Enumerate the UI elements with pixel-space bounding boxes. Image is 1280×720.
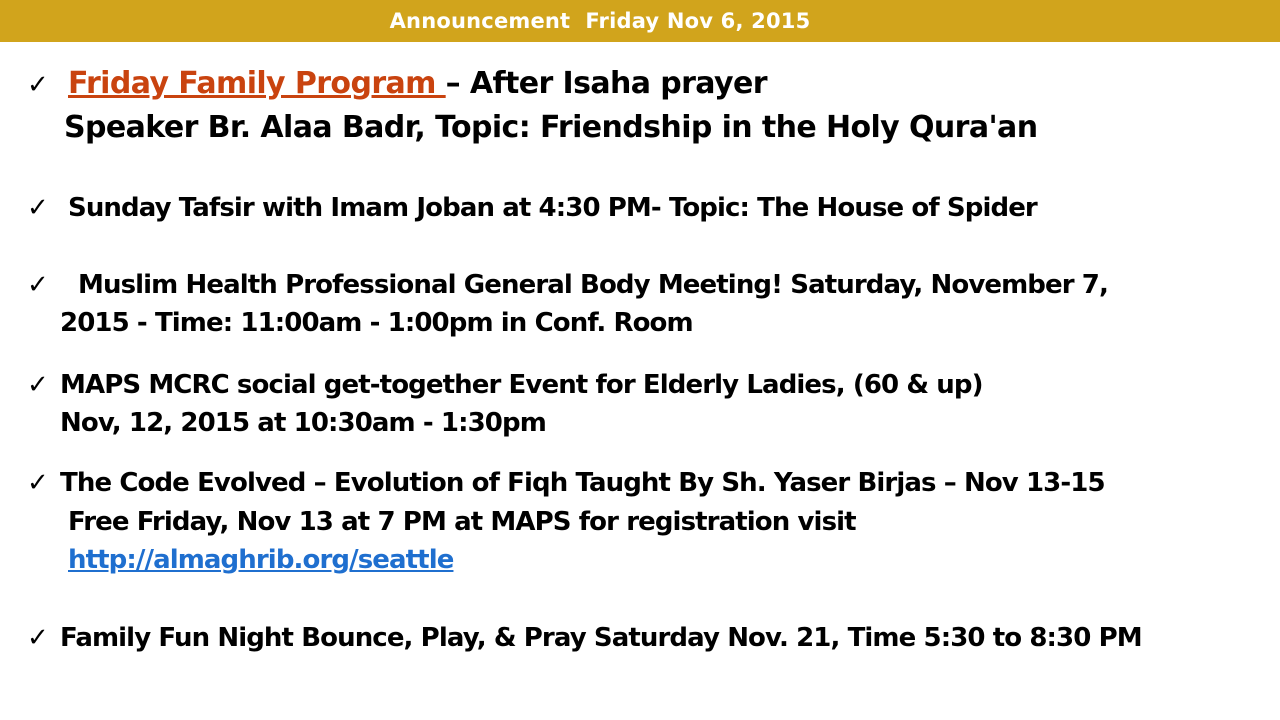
- family-program-line1: [68, 66, 767, 101]
- family-program-link[interactable]: Friday Family Program: [68, 66, 446, 101]
- almaghrib-link[interactable]: http://almaghrib.org/seattle: [68, 545, 454, 575]
- banner-title: Announcement Friday Nov 6, 2015: [389, 9, 811, 33]
- announcement-banner: [0, 0, 1280, 42]
- code-evolved-line1: The Code Evolved – Evolution of Fiqh Taught By Sh. Yaser Birjas – Nov 13-15: [60, 468, 1105, 498]
- family-program-speaker: Speaker Br. Alaa Badr, Topic: Friendship in the Holy Qura'an: [64, 110, 1038, 145]
- checkmark-icon: ✓: [27, 370, 49, 400]
- tafsir-line: Sunday Tafsir with Imam Joban at 4:30 PM- Topic: The House of Spider: [68, 193, 1037, 223]
- health-meeting-line2: 2015 - Time: 11:00am - 1:00pm in Conf. Room: [60, 308, 693, 338]
- checkmark-icon: ✓: [27, 270, 49, 300]
- maps-event-line2: Nov, 12, 2015 at 10:30am - 1:30pm: [60, 408, 546, 438]
- maps-event-line1: MAPS MCRC social get-together Event for Elderly Ladies, (60 & up): [60, 370, 983, 400]
- checkmark-icon: ✓: [27, 70, 49, 100]
- checkmark-icon: ✓: [27, 468, 49, 498]
- checkmark-icon: ✓: [27, 193, 49, 223]
- family-program-time: – After Isaha prayer: [445, 66, 767, 101]
- code-evolved-link-line: [68, 545, 453, 575]
- fun-night-line: Family Fun Night Bounce, Play, & Pray Saturday Nov. 21, Time 5:30 to 8:30 PM: [60, 623, 1142, 653]
- code-evolved-line2: Free Friday, Nov 13 at 7 PM at MAPS for registration visit: [68, 507, 856, 537]
- checkmark-icon: ✓: [27, 623, 49, 653]
- health-meeting-line1: Muslim Health Professional General Body Meeting! Saturday, November 7,: [78, 270, 1108, 300]
